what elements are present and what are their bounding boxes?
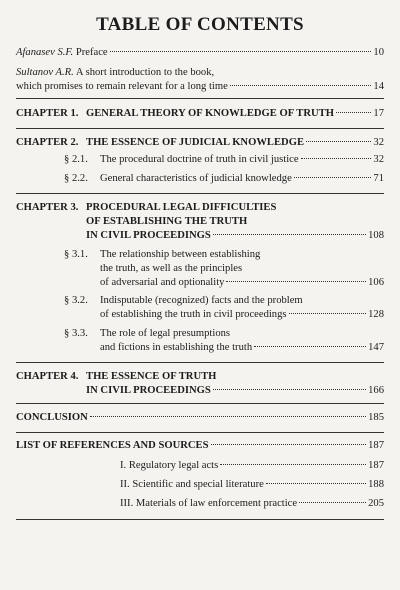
dot-leader [301,158,372,159]
section-title-cont: of establishing the truth in civil proceedings [100,309,287,320]
divider [16,519,384,520]
section-title: Indisputable (recognized) facts and the problem [100,295,303,306]
chapter-title-cont: IN CIVIL PROCEEDINGS [86,230,211,241]
chapter-title-cont: OF ESTABLISHING THE TRUTH [86,216,248,227]
section-title-cont: of adversarial and optionality [100,277,225,288]
toc-entry-intro[interactable] [16,66,384,94]
dot-leader [254,346,366,347]
section-number: § 2.2. [64,173,88,184]
chapter-title-cont: IN CIVIL PROCEEDINGS [86,385,211,396]
page-number: 71 [373,173,384,184]
chapter-number: CHAPTER 4. [16,371,79,382]
dot-leader [220,464,366,465]
page-number: 32 [373,154,384,165]
dot-leader [213,389,366,390]
page-number: 187 [368,460,384,471]
toc-entry-conclusion[interactable] [16,411,384,425]
entry-label: CONCLUSION [16,412,88,423]
page-number: 10 [373,47,384,58]
section-number: § 3.2. [64,295,88,306]
dot-leader [226,281,366,282]
divider [16,193,384,194]
entry-label: LIST OF REFERENCES AND SOURCES [16,440,209,451]
toc-entry-chapter-3[interactable] [16,201,384,243]
section-title-cont: the truth, as well as the principles [100,263,243,274]
entry-label: I. Regulatory legal acts [120,460,219,471]
entry-author: Afanasev S.F. [16,47,74,58]
chapter-title: PROCEDURAL LEGAL DIFFICULTIES [86,202,277,213]
toc-entry-section-3-2[interactable] [64,294,384,322]
dot-leader [266,483,366,484]
dot-leader [336,112,371,113]
entry-author: Sultanov A.R. [16,67,74,78]
page-number: 17 [373,108,384,119]
dot-leader [289,313,367,314]
toc-entry-section-2-1[interactable] [64,153,384,167]
section-title: General characteristics of judicial knowledge [100,173,292,184]
page-number: 32 [373,137,384,148]
toc-entry-section-2-2[interactable] [64,172,384,186]
divider [16,403,384,404]
chapter-number: CHAPTER 3. [16,202,79,213]
toc-entry-references[interactable] [16,439,384,453]
divider [16,98,384,99]
dot-leader [90,416,366,417]
page-number: 14 [373,81,384,92]
toc-entry-references-1[interactable] [120,459,384,473]
chapter-title: THE ESSENCE OF JUDICIAL KNOWLEDGE [86,137,305,148]
page-number: 147 [368,342,384,353]
dot-leader [211,444,367,445]
entry-label-cont: which promises to remain relevant for a long time [16,81,228,92]
dot-leader [306,141,371,142]
toc-title: TABLE OF CONTENTS [96,14,304,35]
toc-entry-chapter-4[interactable] [16,370,384,398]
section-title: The procedural doctrine of truth in civil justice [100,154,299,165]
page-number: 108 [368,230,384,241]
dot-leader [110,51,372,52]
divider [16,432,384,433]
toc-entry-chapter-2[interactable] [16,136,384,150]
chapter-title: THE ESSENCE OF TRUTH [86,371,217,382]
toc-entry-preface[interactable] [16,46,384,60]
toc-entry-chapter-1[interactable] [16,107,384,121]
page-number: 188 [368,479,384,490]
toc-entry-references-2[interactable] [120,478,384,492]
section-number: § 3.3. [64,328,88,339]
section-title: The role of legal presumptions [100,328,231,339]
divider [16,362,384,363]
section-title-cont: and fictions in establishing the truth [100,342,253,353]
page-number: 185 [368,412,384,423]
entry-label: A short introduction to the book, [75,67,215,78]
dot-leader [294,177,372,178]
chapter-number: CHAPTER 1. [16,108,79,119]
dot-leader [213,234,366,235]
page-number: 106 [368,277,384,288]
entry-label: III. Materials of law enforcement practice [120,498,298,509]
chapter-number: CHAPTER 2. [16,137,79,148]
toc-entry-section-3-3[interactable] [64,327,384,355]
section-title: The relationship between establishing [100,249,261,260]
toc-page [16,0,384,590]
divider [16,128,384,129]
page-number: 128 [368,309,384,320]
dot-leader [299,502,366,503]
toc-entry-references-3[interactable] [120,497,384,511]
page-number: 205 [368,498,384,509]
chapter-title: GENERAL THEORY OF KNOWLEDGE OF TRUTH [86,108,334,119]
section-number: § 3.1. [64,249,88,260]
entry-label: II. Scientific and special literature [120,479,264,490]
entry-label: Preface [75,47,108,58]
page-number: 187 [368,440,384,451]
dot-leader [230,85,372,86]
toc-entry-section-3-1[interactable] [64,248,384,290]
section-number: § 2.1. [64,154,88,165]
page-number: 166 [368,385,384,396]
